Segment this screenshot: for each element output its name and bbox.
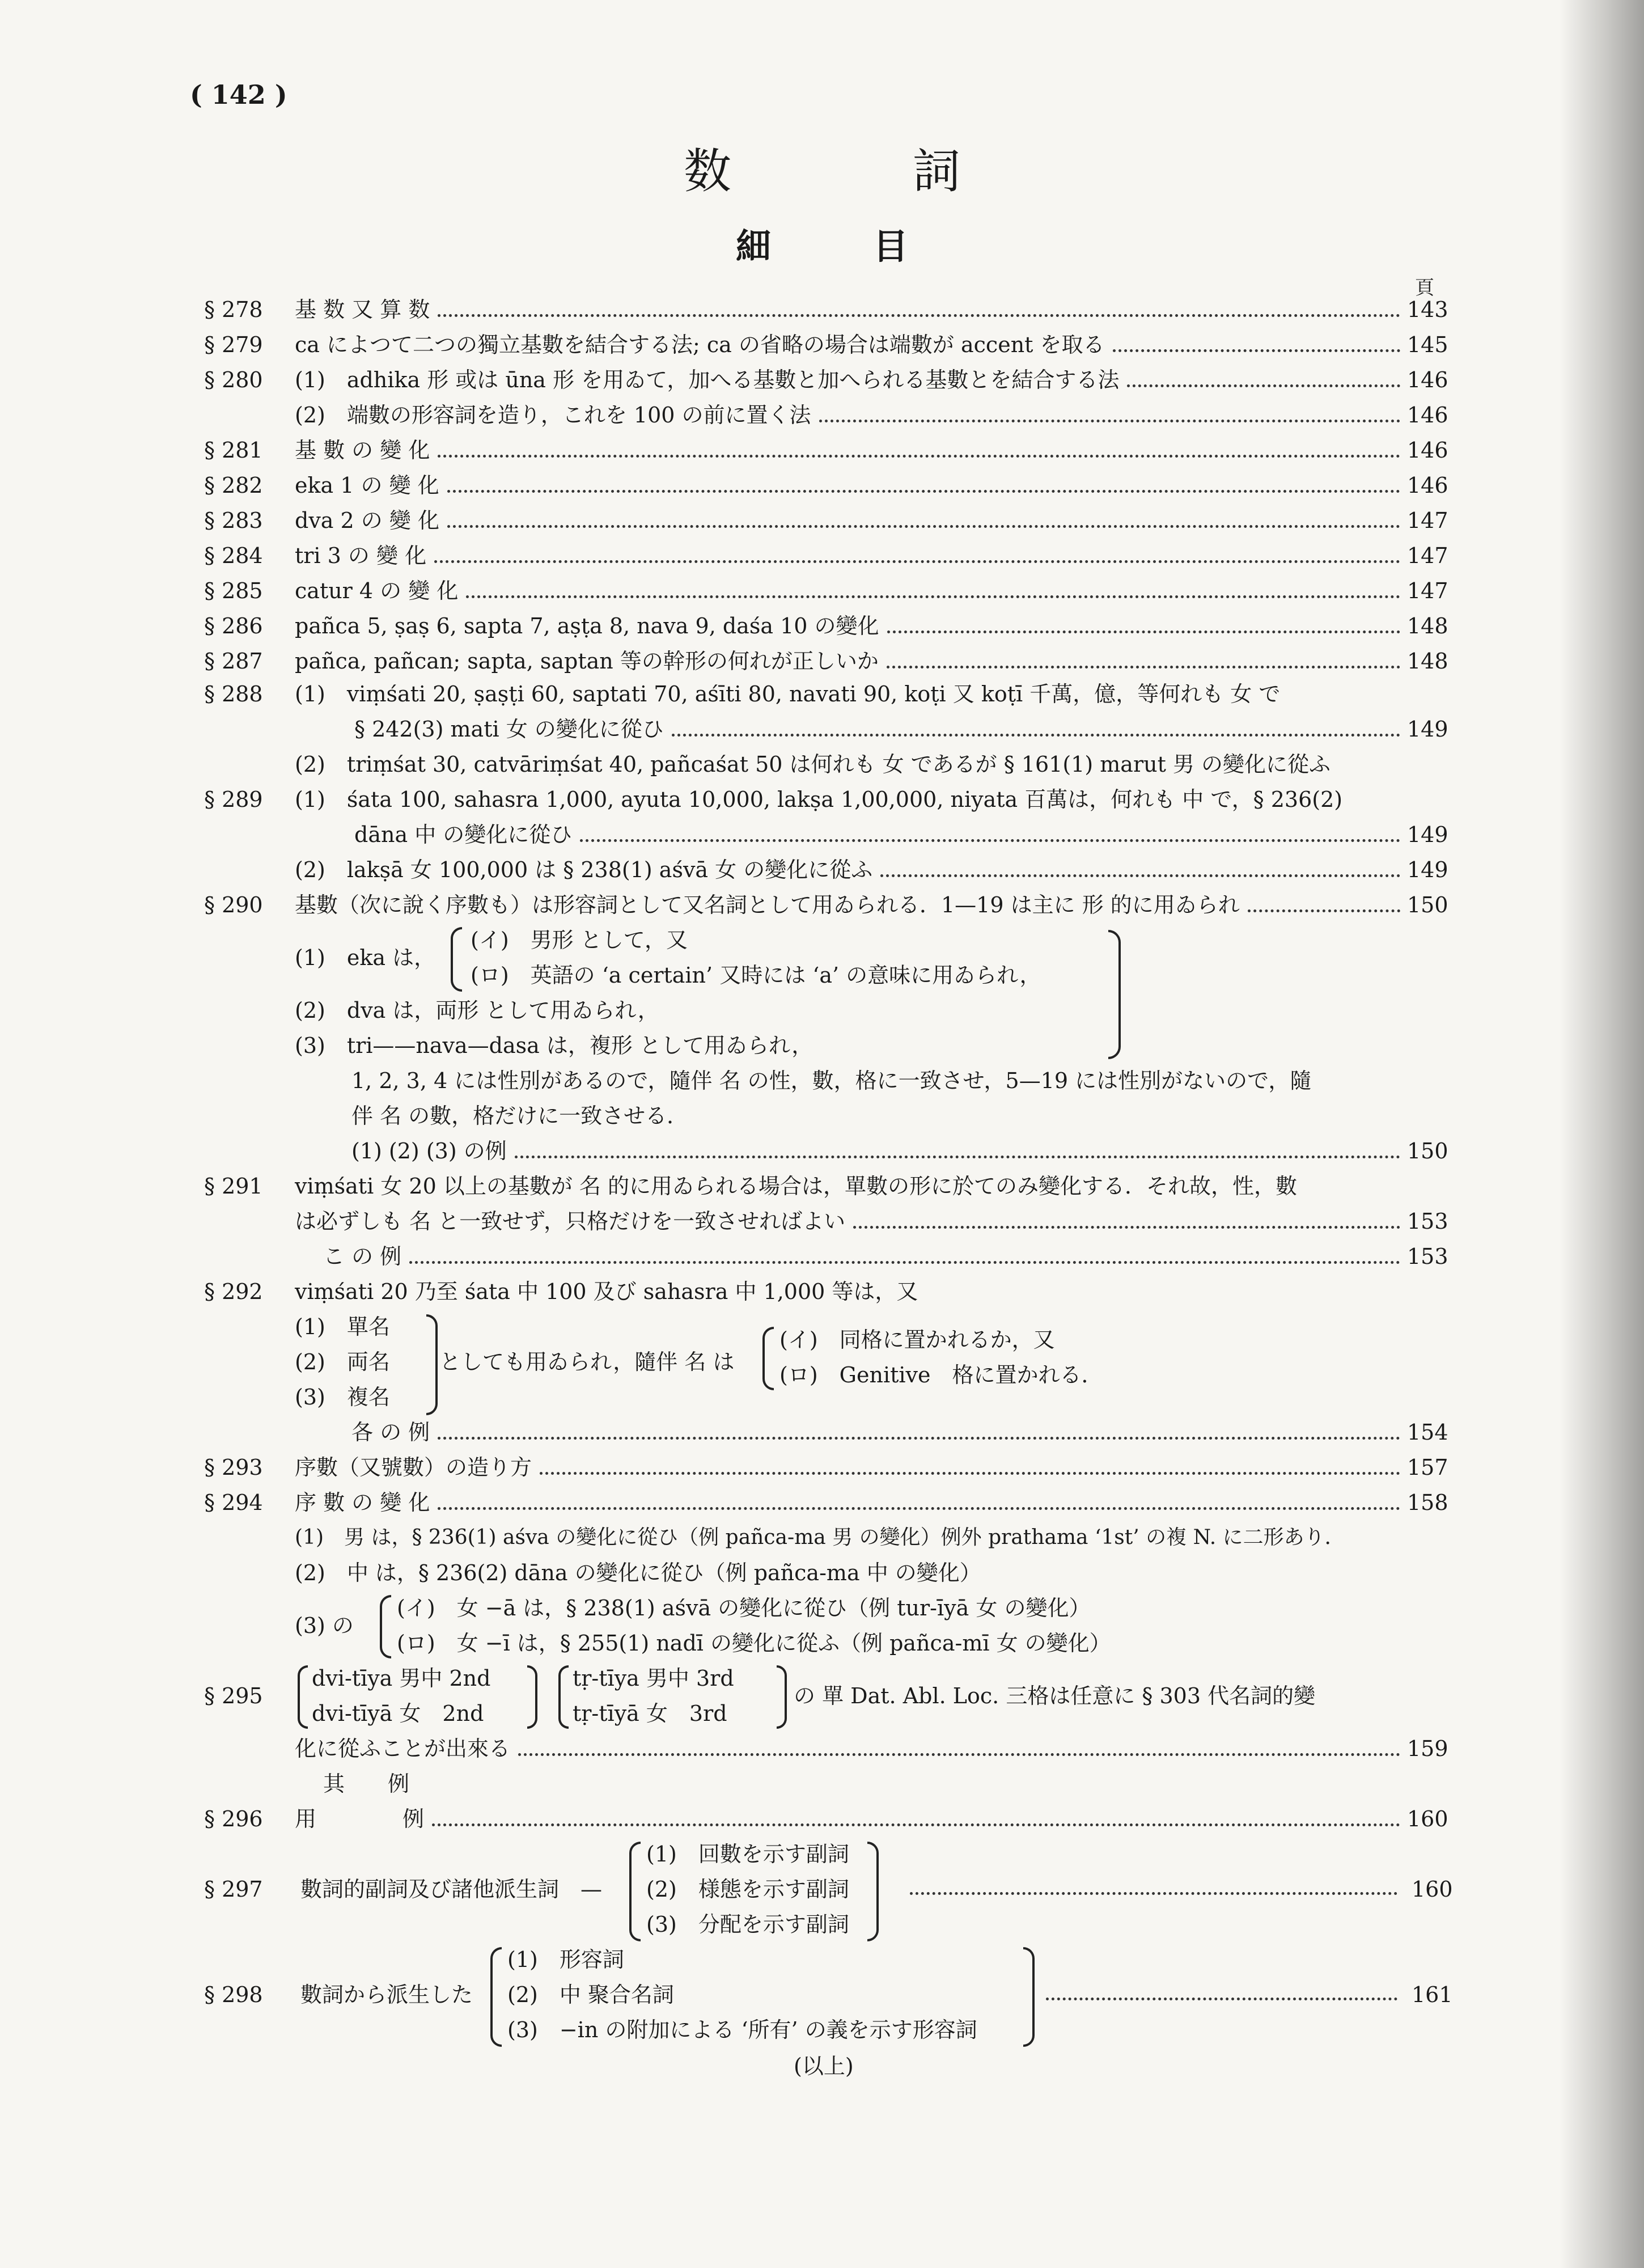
- entry-page: 147: [1407, 543, 1448, 568]
- section-number: § 287: [204, 649, 263, 674]
- entry-text: (2) 両名: [295, 1349, 390, 1374]
- leader-dots: [672, 734, 1400, 737]
- entry-text: (2) 様態を示す副詞: [646, 1877, 849, 1902]
- entry-text: (1) viṃśati 20, ṣaṣṭi 60, saptati 70, aśīti 80, navati 90, koṭi 又 koṭī 千萬，億，等何れも 女 で: [295, 682, 1281, 706]
- toc-entry[interactable]: [204, 539, 1446, 572]
- entry-text: としても用ゐられ，隨伴 名 は: [439, 1349, 735, 1374]
- entry-text: 1, 2, 3, 4 には性別があるので，隨伴 名 の性，數，格に一致させ，5—19 には性別がないので，隨: [351, 1068, 1312, 1093]
- entry-text: (2) 中 は，§ 236(2) dāna の變化に從ひ（例 pañca-ma 中 の變化）: [295, 1560, 981, 1585]
- left-brace: [558, 1665, 569, 1729]
- leader-dots: [447, 490, 1400, 493]
- section-number: § 288: [204, 682, 263, 706]
- entry-page: 145: [1407, 332, 1448, 357]
- right-brace: [1023, 1947, 1035, 2047]
- entry-text: tṛ-tīyā 女 3rd: [573, 1701, 727, 1726]
- toc-entry[interactable]: [204, 1486, 1446, 1519]
- entry-page: 154: [1407, 1420, 1448, 1445]
- leader-dots: [438, 1437, 1400, 1440]
- entry-text: (2) 中 聚合名詞: [507, 1982, 674, 2007]
- entry-page: 148: [1407, 649, 1448, 674]
- leader-dots: [1127, 384, 1400, 387]
- entry-text: (ロ) 英語の ‘a certain’ 又時には ‘a’ の意味に用ゐられ，: [471, 963, 1041, 988]
- leader-dots: [1046, 1998, 1397, 2000]
- toc-entry[interactable]: [204, 1240, 1446, 1273]
- entry-text: (1) 男 は，§ 236(1) aśva の變化に從ひ（例 pañca-ma 男 の變化）例外 prathama ‘1st’ の複 N. に二形あり．: [295, 1526, 1345, 1549]
- leader-dots: [409, 1261, 1400, 1264]
- entry-text: (1) 單名: [295, 1314, 390, 1339]
- entry-page: 146: [1407, 367, 1448, 392]
- toc-entry[interactable]: [204, 888, 1446, 921]
- section-number: § 295: [204, 1683, 263, 1708]
- entry-page: 161: [1412, 1982, 1453, 2007]
- entry-text: pañca 5, ṣaṣ 6, sapta 7, aṣṭa 8, nava 9, daśa 10 の變化: [295, 613, 879, 638]
- toc-entry[interactable]: [204, 713, 1446, 746]
- left-brace: [298, 1665, 308, 1729]
- left-brace: [451, 927, 462, 992]
- right-brace: [1108, 930, 1121, 1059]
- entry-text: (2) 端數の形容詞を造り，これを 100 の前に置く法: [295, 403, 811, 428]
- entry-page: 158: [1407, 1490, 1448, 1515]
- entry-text: (3) の: [295, 1613, 354, 1638]
- entry-text: (3) −in の附加による ‘所有’ の義を示す形容詞: [507, 2017, 977, 2042]
- section-number: § 282: [204, 473, 263, 498]
- left-brace: [762, 1327, 774, 1390]
- toc-entry[interactable]: [204, 1802, 1446, 1835]
- leader-dots: [434, 560, 1400, 563]
- entry-text: (1) eka は，: [295, 945, 436, 970]
- entry-text: viṃśati 女 20 以上の基數が 名 的に用ゐられる場合は，單數の形に於てのみ變化する．それ故，性，數: [295, 1174, 1297, 1199]
- entry-text: 數詞的副詞及び諸他派生詞 —: [300, 1877, 603, 1902]
- entry-text: 基數（次に說く序數も）は形容詞として又名詞として用ゐられる．1—19 は主に 形 的に用ゐられ: [295, 892, 1240, 917]
- section-number: § 290: [204, 892, 263, 917]
- toc-entry[interactable]: [204, 574, 1446, 607]
- entry-page: 159: [1407, 1736, 1448, 1761]
- leader-dots: [1113, 349, 1400, 352]
- entry-text: は必ずしも 名 と一致せず，只格だけを一致させればよい: [295, 1209, 846, 1234]
- toc-entry[interactable]: [204, 610, 1446, 642]
- page-number: ( 142 ): [190, 79, 287, 110]
- entry-text: (1) 回數を示す副詞: [646, 1842, 849, 1867]
- entry-text: eka 1 の 變 化: [295, 473, 439, 498]
- entry-page: 157: [1407, 1455, 1448, 1480]
- leader-dots: [518, 1753, 1400, 1756]
- toc-entry[interactable]: [204, 853, 1446, 886]
- leader-dots: [1248, 909, 1400, 912]
- entry-text: (1) 形容詞: [507, 1947, 624, 1972]
- toc-entry[interactable]: [204, 818, 1446, 851]
- entry-text: tṛ-tīya 男中 3rd: [573, 1666, 734, 1691]
- left-brace: [629, 1842, 641, 1941]
- entry-text: (3) 複名: [295, 1385, 390, 1410]
- section-number: § 285: [204, 578, 263, 603]
- entry-page: 150: [1407, 892, 1448, 917]
- leader-dots: [853, 1226, 1400, 1229]
- section-number: § 284: [204, 543, 263, 568]
- entry-text: dvi-tīya 男中 2nd: [312, 1666, 491, 1691]
- entry-text: 其 例: [323, 1771, 410, 1796]
- toc-entry[interactable]: [204, 363, 1446, 396]
- page-column-header: 頁: [1415, 277, 1434, 299]
- leader-dots: [887, 666, 1400, 668]
- entry-page: 149: [1407, 857, 1448, 882]
- leader-dots: [438, 455, 1400, 458]
- entry-text: (1) śata 100, sahasra 1,000, ayuta 10,000, lakṣa 1,00,000, niyata 百萬は，何れも 中 で，§ 236(2): [295, 787, 1343, 812]
- entry-text: 伴 名 の數，格だけに一致させる．: [351, 1103, 689, 1128]
- entry-text: viṃśati 20 乃至 śata 中 100 及び sahasra 中 1,000 等は，又: [295, 1279, 918, 1304]
- entry-text: こ の 例: [323, 1244, 402, 1269]
- entry-text: 基 数 又 算 数: [295, 297, 430, 322]
- entry-text: (2) lakṣā 女 100,000 は § 238(1) aśvā 女 の變化に從ふ: [295, 857, 873, 882]
- section-number: § 281: [204, 438, 263, 463]
- entry-text: dvi-tīyā 女 2nd: [312, 1701, 484, 1726]
- leader-dots: [540, 1472, 1400, 1475]
- entry-page: 147: [1407, 578, 1448, 603]
- section-number: § 283: [204, 508, 263, 533]
- toc-entry[interactable]: [204, 1732, 1446, 1765]
- entry-page: 153: [1407, 1209, 1448, 1234]
- end-mark: (以上): [794, 2054, 854, 2079]
- entry-text: (イ) 男形 として，又: [471, 928, 688, 953]
- leader-dots: [515, 1156, 1400, 1158]
- page-edge-shadow: [1559, 0, 1644, 2268]
- entry-page: 143: [1407, 297, 1448, 322]
- left-brace: [490, 1947, 502, 2047]
- right-brace: [867, 1842, 879, 1941]
- entry-text: dāna 中 の變化に從ひ: [354, 822, 573, 847]
- entry-text: 各 の 例: [351, 1420, 430, 1445]
- toc-entry[interactable]: [204, 1416, 1446, 1449]
- page-title: 数詞: [683, 143, 1142, 199]
- entry-text: (ロ) 女 −ī は，§ 255(1) nadī の變化に從ふ（例 pañca-mī 女 の變化）: [397, 1631, 1111, 1656]
- entry-page: 160: [1412, 1877, 1453, 1902]
- leader-dots: [819, 420, 1400, 422]
- toc-entry[interactable]: [204, 504, 1446, 537]
- toc-entry[interactable]: [204, 1135, 1446, 1167]
- leader-dots: [466, 595, 1400, 598]
- entry-text: (1) (2) (3) の例: [351, 1139, 507, 1163]
- entry-text: dva 2 の 變 化: [295, 508, 439, 533]
- toc-entry[interactable]: [204, 328, 1446, 361]
- right-brace: [527, 1665, 537, 1729]
- entry-page: 153: [1407, 1244, 1448, 1269]
- toc-entry[interactable]: [204, 469, 1446, 502]
- entry-text: tri 3 の 變 化: [295, 543, 427, 568]
- entry-text: ca によつて二つの獨立基數を結合する法; ca の省略の場合は端數が accent を取る: [295, 332, 1105, 357]
- entry-text: 化に從ふことが出來る: [295, 1736, 511, 1761]
- section-number: § 298: [204, 1982, 263, 2007]
- section-number: § 279: [204, 332, 263, 357]
- entry-text: 序 數 の 變 化: [295, 1490, 430, 1515]
- entry-text: (イ) 女 −ā は，§ 238(1) aśvā の變化に從ひ（例 tur-īyā 女 の變化）: [397, 1596, 1091, 1620]
- section-number: § 280: [204, 367, 263, 392]
- entry-text: (2) triṃśat 30, catvāriṃśat 40, pañcaśat 50 は何れも 女 であるが § 161(1) marut 男 の變化に從ふ: [295, 752, 1331, 777]
- leader-dots: [447, 525, 1400, 528]
- entry-page: 146: [1407, 403, 1448, 428]
- toc-entry[interactable]: [204, 1205, 1446, 1238]
- leader-dots: [887, 631, 1400, 633]
- leader-dots: [880, 874, 1400, 877]
- toc-entry[interactable]: [204, 645, 1446, 678]
- section-subtitle: 細目: [735, 226, 1010, 267]
- entry-text: (3) tri——nava—dasa は，複形 として用ゐられ，: [295, 1033, 813, 1058]
- entry-page: 146: [1407, 438, 1448, 463]
- leader-dots: [432, 1823, 1400, 1826]
- toc-entry[interactable]: [204, 1451, 1446, 1484]
- left-brace: [380, 1595, 391, 1658]
- right-brace: [777, 1665, 787, 1729]
- entry-text: の 單 Dat. Abl. Loc. 三格は任意に § 303 代名詞的變: [794, 1683, 1316, 1708]
- entry-text: § 242(3) mati 女 の變化に從ひ: [354, 717, 664, 742]
- section-number: § 291: [204, 1174, 263, 1199]
- entry-text: (3) 分配を示す副詞: [646, 1912, 849, 1937]
- leader-dots: [580, 839, 1400, 842]
- section-number: § 278: [204, 297, 263, 322]
- entry-page: 146: [1407, 473, 1448, 498]
- entry-page: 147: [1407, 508, 1448, 533]
- right-brace: [426, 1314, 438, 1415]
- entry-text: 數詞から派生した: [300, 1982, 473, 2007]
- leader-dots: [438, 314, 1400, 317]
- entry-text: 序數（又號數）の造り方: [295, 1455, 532, 1480]
- section-number: § 289: [204, 787, 263, 812]
- entry-page: 160: [1407, 1806, 1448, 1831]
- toc-entry[interactable]: [204, 434, 1446, 467]
- entry-text: 基 數 の 變 化: [295, 438, 430, 463]
- entry-page: 148: [1407, 613, 1448, 638]
- entry-text: (2) dva は，両形 として用ゐられ，: [295, 998, 659, 1023]
- toc-entry[interactable]: [204, 399, 1446, 431]
- entry-text: pañca, pañcan; sapta, saptan 等の幹形の何れが正しいか: [295, 649, 879, 674]
- entry-text: catur 4 の 變 化: [295, 578, 459, 603]
- leader-dots: [438, 1507, 1400, 1510]
- section-number: § 293: [204, 1455, 263, 1480]
- entry-text: (1) adhika 形 或は ūna 形 を用ゐて，加へる基數と加へられる基數とを結合する法: [295, 367, 1120, 392]
- entry-text: (ロ) Genitive 格に置かれる．: [779, 1363, 1103, 1387]
- entry-page: 149: [1407, 717, 1448, 742]
- section-number: § 297: [204, 1877, 263, 1902]
- entry-page: 150: [1407, 1139, 1448, 1163]
- entry-text: 用 例: [295, 1806, 425, 1831]
- entry-page: 149: [1407, 822, 1448, 847]
- section-number: § 296: [204, 1806, 263, 1831]
- section-number: § 294: [204, 1490, 263, 1515]
- section-number: § 286: [204, 613, 263, 638]
- section-number: § 292: [204, 1279, 263, 1304]
- toc-entry[interactable]: [204, 293, 1446, 326]
- entry-text: (イ) 同格に置かれるか，又: [779, 1327, 1055, 1352]
- leader-dots: [910, 1892, 1397, 1895]
